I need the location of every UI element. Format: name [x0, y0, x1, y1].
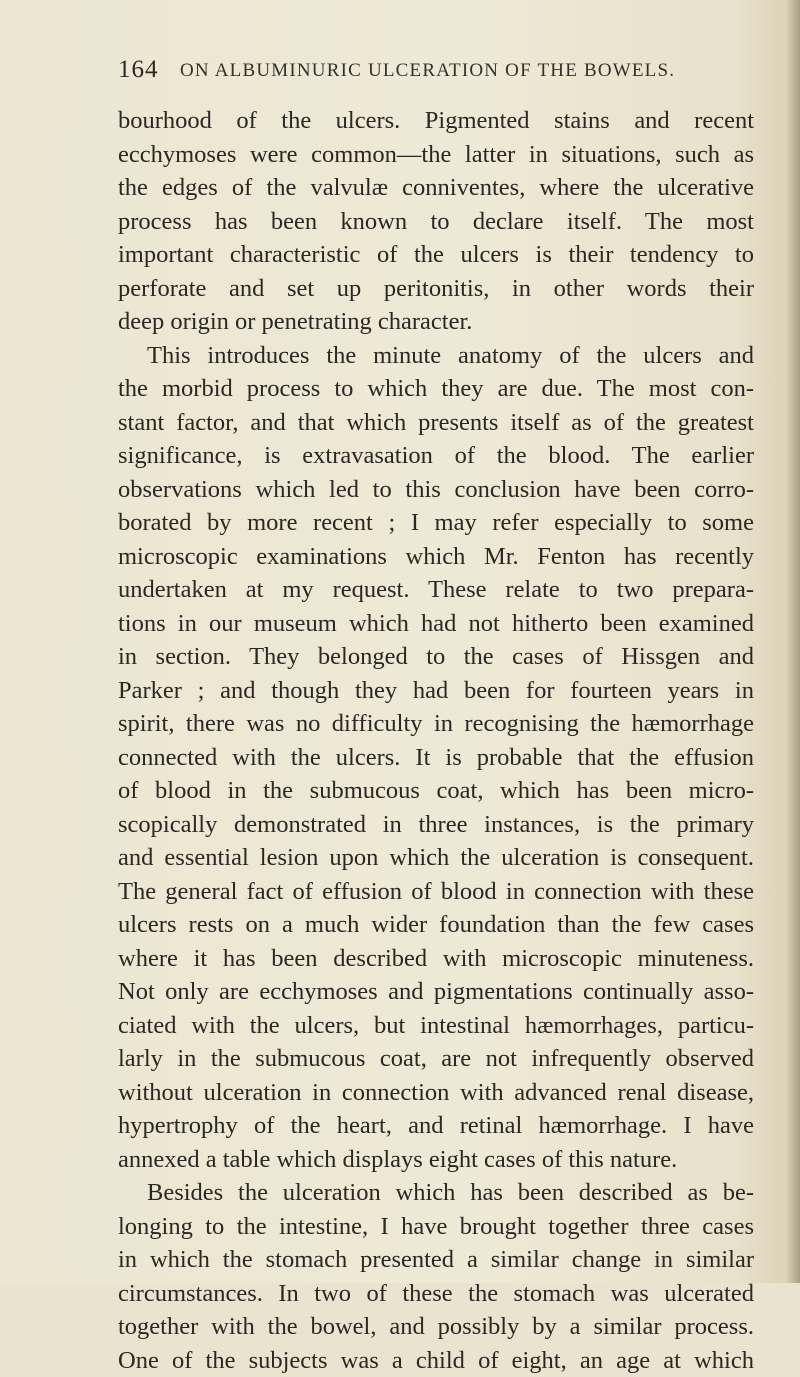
page-number: 164	[118, 56, 159, 84]
text-line: stant factor, and that which presents itself as of the greatest	[118, 406, 754, 440]
page-edge-shadow	[786, 0, 800, 1283]
text-line: in section. They belonged to the cases of Hissgen and	[118, 640, 754, 674]
text-line: the edges of the valvulæ conniventes, where the ulcerative	[118, 171, 754, 205]
paragraph-start-line: Besides the ulceration which has been described as be-	[118, 1176, 754, 1210]
text-line: without ulceration in connection with advanced renal disease,	[118, 1076, 754, 1110]
text-line: process has been known to declare itself. The most	[118, 205, 754, 239]
text-line: annexed a table which displays eight cases of this nature.	[118, 1143, 754, 1177]
text-line: One of the subjects was a child of eight, an age at which	[118, 1344, 754, 1377]
text-line: important characteristic of the ulcers is their tendency to	[118, 238, 754, 272]
text-line: scopically demonstrated in three instances, is the primary	[118, 808, 754, 842]
running-head	[118, 56, 758, 88]
text-line: ecchymoses were common—the latter in situations, such as	[118, 138, 754, 172]
text-line: circumstances. In two of these the stomach was ulcerated	[118, 1277, 754, 1311]
text-line: in which the stomach presented a similar change in similar	[118, 1243, 754, 1277]
text-line: ciated with the ulcers, but intestinal hæmorrhages, particu-	[118, 1009, 754, 1043]
text-line: significance, is extravasation of the blood. The earlier	[118, 439, 754, 473]
text-line: undertaken at my request. These relate to two prepara-	[118, 573, 754, 607]
text-line: hypertrophy of the heart, and retinal hæmorrhage. I have	[118, 1109, 754, 1143]
text-line: connected with the ulcers. It is probable that the effusion	[118, 741, 754, 775]
text-line: where it has been described with microscopic minuteness.	[118, 942, 754, 976]
text-line: of blood in the submucous coat, which has been micro-	[118, 774, 754, 808]
text-line: together with the bowel, and possibly by a similar process.	[118, 1310, 754, 1344]
text-line: Parker ; and though they had been for fourteen years in	[118, 674, 754, 708]
text-line: borated by more recent ; I may refer especially to some	[118, 506, 754, 540]
text-line: microscopic examinations which Mr. Fenton has recently	[118, 540, 754, 574]
text-line: ulcers rests on a much wider foundation than the few cases	[118, 908, 754, 942]
paragraph-start-line: This introduces the minute anatomy of the ulcers and	[118, 339, 754, 373]
text-line: Not only are ecchymoses and pigmentations continually asso-	[118, 975, 754, 1009]
text-line: longing to the intestine, I have brought together three cases	[118, 1210, 754, 1244]
text-line: the morbid process to which they are due. The most con-	[118, 372, 754, 406]
text-line: spirit, there was no difficulty in recognising the hæmorrhage	[118, 707, 754, 741]
text-line: deep origin or penetrating character.	[118, 305, 754, 339]
text-line: tions in our museum which had not hitherto been examined	[118, 607, 754, 641]
text-line: larly in the submucous coat, are not infrequently observed	[118, 1042, 754, 1076]
text-line: observations which led to this conclusion have been corro-	[118, 473, 754, 507]
text-line: perforate and set up peritonitis, in other words their	[118, 272, 754, 306]
text-line: and essential lesion upon which the ulceration is consequent.	[118, 841, 754, 875]
body-text	[118, 104, 754, 1377]
text-line: The general fact of effusion of blood in connection with these	[118, 875, 754, 909]
running-title: ON ALBUMINURIC ULCERATION OF THE BOWELS.	[180, 60, 675, 82]
text-line: bourhood of the ulcers. Pigmented stains and recent	[118, 104, 754, 138]
